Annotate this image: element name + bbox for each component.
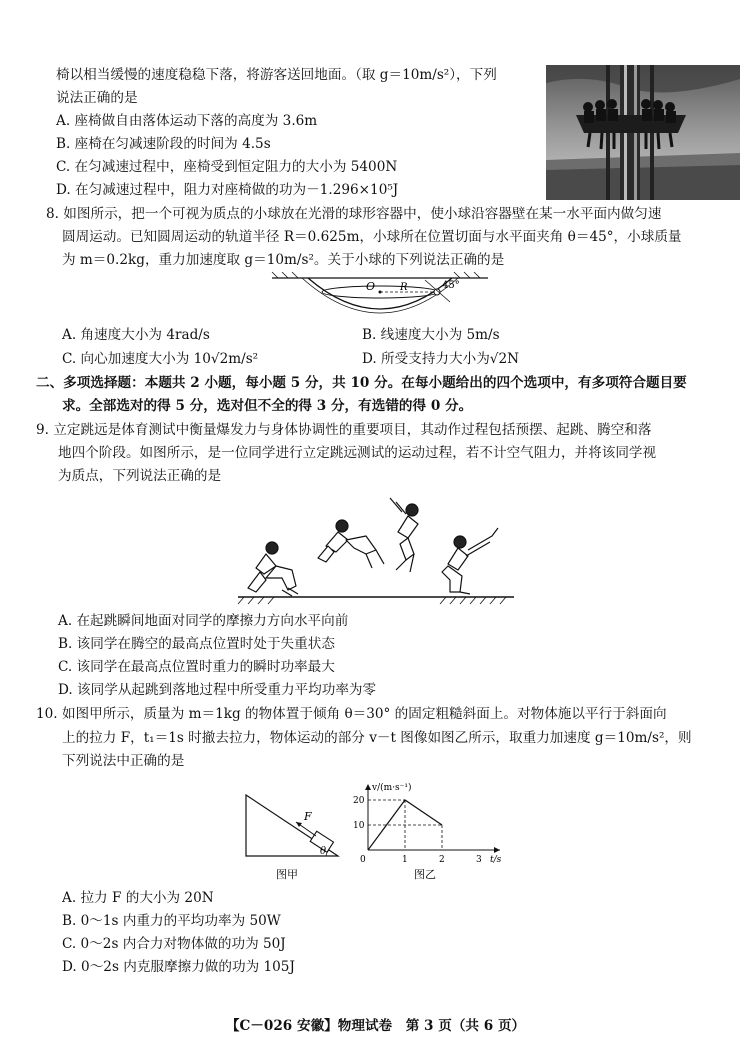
section2-header-line1: 二、多项选择题：本题共 2 小题，每小题 5 分，共 10 分。在每小题给出的四个选项中，有多项符合题目要	[36, 375, 687, 391]
vt-y-tick-10: 10	[353, 821, 365, 831]
q9-stem-line1: 9. 立定跳远是体育测试中衡量爆发力与身体协调性的重要项目，其动作过程包括预摆、起跳、腾空和落	[36, 422, 652, 438]
q9-option-c: C. 该同学在最高点位置时重力的瞬时功率最大	[58, 659, 335, 675]
q9-option-b: B. 该同学在腾空的最高点位置时处于失重状态	[58, 636, 335, 652]
q9-option-a: A. 在起跳瞬间地面对同学的摩擦力方向水平向前	[58, 613, 349, 629]
q8-stem-line2: 圆周运动。已知圆周运动的轨道半径 R＝0.625m，小球所在位置切面与水平面夹角 θ＝45°，小球质量	[62, 229, 682, 245]
long-jump-figure	[236, 488, 516, 606]
q7-stem-line2: 说法正确的是	[56, 90, 138, 106]
q8-option-a: A. 角速度大小为 4rad/s	[62, 327, 210, 343]
section2-header-line2: 求。全部选对的得 5 分，选对但不全的得 3 分，有选错的得 0 分。	[62, 398, 473, 414]
vt-x-axis-label: t/s	[490, 855, 502, 865]
vt-y-tick-20: 20	[353, 796, 365, 806]
q8-option-d: D. 所受支持力大小为√2N	[362, 351, 520, 367]
incline-figure	[240, 790, 350, 890]
q8-option-c: C. 向心加速度大小为 10√2m/s²	[62, 351, 259, 367]
q9-stem-line2: 地四个阶段。如图所示，是一位同学进行立定跳远测试的运动过程，若不计空气阻力，并将该同学视	[58, 445, 657, 461]
vt-x-tick-3: 3	[476, 855, 482, 865]
q10-option-a: A. 拉力 F 的大小为 20N	[62, 890, 214, 906]
vt-y-axis-label: v/(m·s⁻¹)	[372, 783, 412, 793]
q7-stem-line1: 椅以相当缓慢的速度稳稳下落，将游客送回地面。（取 g＝10m/s²），下列	[56, 67, 497, 83]
bowl-figure	[270, 270, 490, 320]
q10-option-b: B. 0～1s 内重力的平均功率为 50W	[62, 913, 281, 929]
q10-option-c: C. 0～2s 内合力对物体做的功为 50J	[62, 936, 286, 952]
q9-stem-line3: 为质点，下列说法正确的是	[58, 468, 222, 484]
incline-angle-label: θ	[320, 846, 327, 857]
bowl-radius-label: R	[400, 282, 408, 293]
force-label: F	[304, 810, 312, 823]
vt-x-tick-2: 2	[439, 855, 445, 865]
figure-yi-caption: 图乙	[414, 868, 436, 881]
figure-jia-caption: 图甲	[276, 868, 298, 881]
bowl-center-label: O	[366, 280, 376, 293]
q10-option-d: D. 0～2s 内克服摩擦力做的功为 105J	[62, 959, 295, 975]
q7-option-a: A. 座椅做自由落体运动下落的高度为 3.6m	[56, 113, 318, 129]
vt-origin-label: 0	[360, 855, 366, 865]
q10-stem-line3: 下列说法中正确的是	[62, 753, 185, 769]
q7-option-d: D. 在匀减速过程中，阻力对座椅做的功为－1.296×10⁵J	[56, 182, 399, 198]
vt-graph	[350, 778, 510, 890]
q10-stem-line1: 10. 如图甲所示，质量为 m＝1kg 的物体置于倾角 θ＝30° 的固定粗糙斜面上。对物体施以平行于斜面向	[36, 706, 667, 722]
q8-stem-line1: 8. 如图所示，把一个可视为质点的小球放在光滑的球形容器中，使小球沿容器壁在某一水平面内做匀速	[46, 206, 662, 222]
q8-stem-line3: 为 m＝0.2kg，重力加速度取 g＝10m/s²。关于小球的下列说法正确的是	[62, 252, 505, 268]
q9-option-d: D. 该同学从起跳到落地过程中所受重力平均功率为零	[58, 682, 377, 698]
drop-tower-illustration	[546, 65, 740, 200]
q7-option-b: B. 座椅在匀减速阶段的时间为 4.5s	[56, 136, 271, 152]
q10-stem-line2: 上的拉力 F，t₁＝1s 时撤去拉力，物体运动的部分 v－t 图像如图乙所示，取重力加速度 g＝10m/s²，则	[62, 730, 692, 746]
bowl-angle-label: 45°	[442, 280, 460, 291]
q7-option-c: C. 在匀减速过程中，座椅受到恒定阻力的大小为 5400N	[56, 159, 398, 175]
q8-option-b: B. 线速度大小为 5m/s	[362, 327, 500, 343]
page-footer: 【C－026 安徽】物理试卷 第 3 页（共 6 页）	[225, 1018, 526, 1034]
drop-tower-photo	[546, 65, 740, 200]
vt-x-tick-1: 1	[402, 855, 408, 865]
